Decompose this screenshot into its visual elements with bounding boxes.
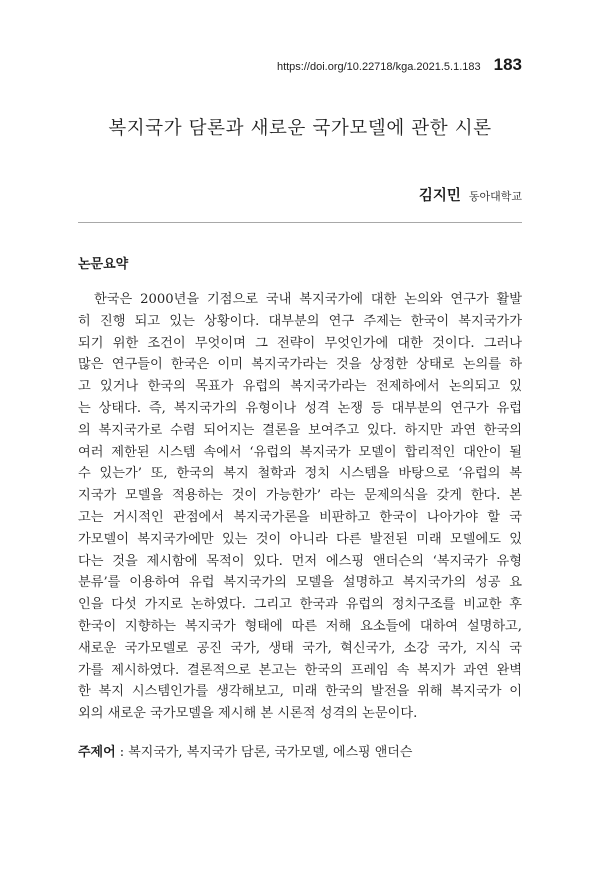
page-number: 183 xyxy=(493,55,522,74)
author-affiliation: 동아대학교 xyxy=(468,190,522,203)
abstract-line: 되기 위한 조건이 무엇이며 그 전략이 무엇인가에 대한 것이다. 그러나 xyxy=(78,335,522,351)
doi-link[interactable]: https://doi.org/10.22718/kga.2021.5.1.183 xyxy=(276,61,481,73)
abstract-line: 의 복지국가로 수렴 되어지는 결론을 보여주고 있다. 하지만 과연 한국의 xyxy=(78,422,522,438)
keywords-value: : 복지국가, 복지국가 담론, 국가모델, 에스핑 앤더슨 xyxy=(119,745,413,760)
abstract-line: 고 있거나 한국의 목표가 유럽의 복지국가라는 전제하에서 논의되고 있 xyxy=(78,379,522,395)
abstract-line: 많은 연구들이 한국은 이미 복지국가라는 것을 상정한 상태로 논의를 하 xyxy=(78,357,522,373)
author-name: 김지민 xyxy=(418,188,461,204)
abstract-line: 수 있는가’ 또, 한국의 복지 철학과 정치 시스템을 바탕으로 ‘유럽의 복 xyxy=(78,466,522,482)
abstract-line: 한국은 2000년을 기점으로 국내 복지국가에 대한 논의와 연구가 활발 xyxy=(94,292,522,307)
abstract-line: 가를 제시하였다. 결론적으로 본고는 한국의 프레임 속 복지가 과연 완벽 xyxy=(78,662,522,678)
abstract-line: 다는 것을 제시함에 목적이 있다. 먼저 에스핑 앤더슨의 ‘복지국가 유형 xyxy=(78,553,522,569)
abstract-heading: 논문요약 xyxy=(78,257,129,272)
abstract-line: 한 복지 시스템인가를 생각해보고, 미래 한국의 발전을 위해 복지국가 이 xyxy=(78,684,522,700)
abstract-line: 지국가 모델을 적용하는 것이 가능한가’ 라는 문제의식을 갖게 한다. 본 xyxy=(78,488,522,504)
header-divider xyxy=(78,222,522,223)
abstract-line: 인을 다섯 가지로 논하였다. 그리고 한국과 유럽의 정치구조를 비교한 후 xyxy=(78,597,522,613)
author-block xyxy=(419,184,522,205)
abstract-line: 한국이 지향하는 복지국가 형태에 따른 저해 요소들에 대하여 설명하고, xyxy=(78,618,522,634)
abstract-line: 가모델이 복지국가에만 있는 것이 아니라 다른 발전된 미래 모델에도 있 xyxy=(78,531,522,547)
keywords-label: 주제어 xyxy=(78,745,116,760)
abstract-line: 고는 거시적인 관점에서 복지국가론을 비판하고 한국이 나아가야 할 국 xyxy=(78,509,522,525)
abstract-line: 는 상태다. 즉, 복지국가의 유형이나 성격 논쟁 등 대부분의 연구가 유럽 xyxy=(78,400,522,416)
abstract-body xyxy=(78,289,522,725)
keywords xyxy=(78,741,522,760)
abstract-line: 여러 제한된 시스템 속에서 ‘유럽의 복지국가 모델이 합리적인 대안이 될 xyxy=(78,444,522,460)
abstract-line: 새로운 국가모델로 공진 국가, 생태 국가, 혁신국가, 소강 국가, 지식 국 xyxy=(78,640,522,656)
abstract-line: 외의 새로운 국가모델을 제시해 본 시론적 성격의 논문이다. xyxy=(78,706,418,722)
paper-title: 복지국가 담론과 새로운 국가모델에 관한 시론 xyxy=(108,118,492,139)
page-header xyxy=(277,55,522,75)
abstract-line: 분류’를 이용하여 유럽 복지국가의 모델을 설명하고 복지국가의 성공 요 xyxy=(78,575,522,591)
abstract-line: 히 진행 되고 있는 상황이다. 대부분의 연구 주제는 한국이 복지국가가 xyxy=(78,313,522,329)
